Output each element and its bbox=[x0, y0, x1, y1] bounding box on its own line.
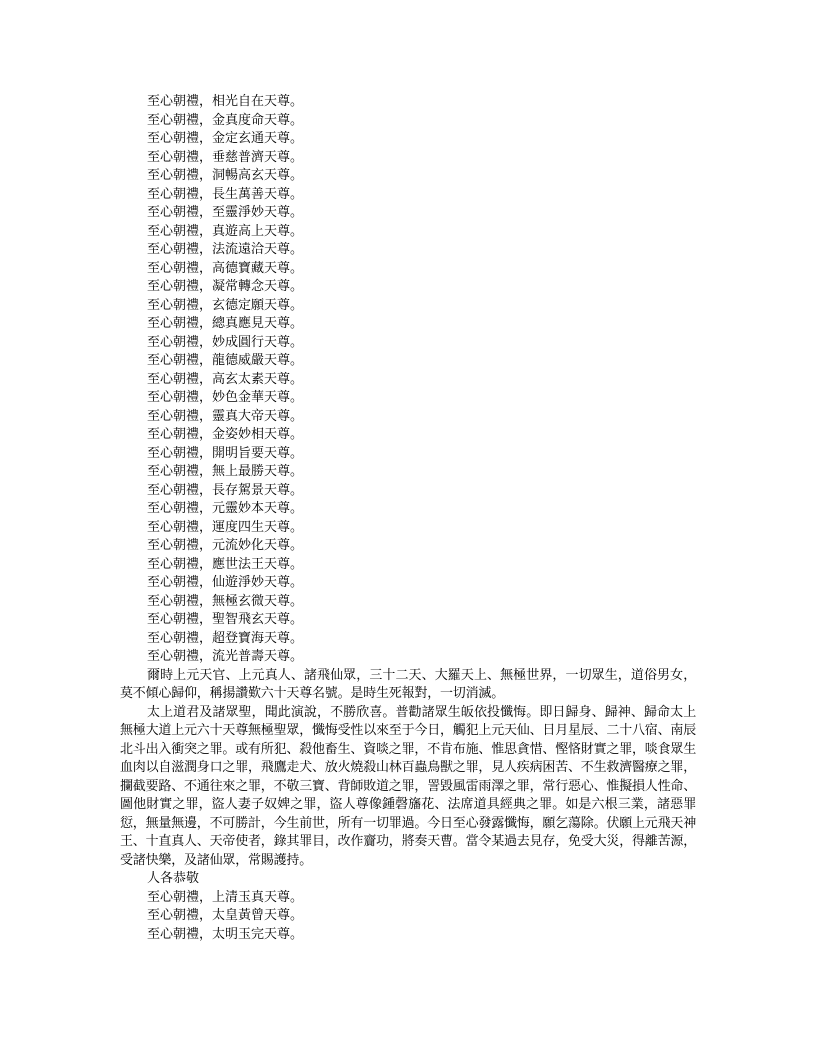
invocation-line: 至心朝禮，妙色金華天尊。 bbox=[147, 390, 304, 405]
invocation-line: 至心朝禮，運度四生天尊。 bbox=[147, 519, 304, 535]
invocation-line: 至心朝禮，無上最勝天尊。 bbox=[147, 464, 304, 479]
invocation-line: 至心朝禮，流光普壽天尊。 bbox=[147, 649, 304, 664]
invocation-line: 至心朝禮，玄德定願天尊。 bbox=[147, 297, 304, 313]
invocation-line: 至心朝禮，長存駕景天尊。 bbox=[147, 482, 304, 498]
paragraph-1: 爾時上元天官、上元真人、諸飛仙眾，三十二天、大羅天上、無極世界，一切眾生，道俗男女，莫不傾心歸仰，稱揚讚歎六十天尊名號。是時生死報對，一切消滅。 bbox=[120, 667, 696, 701]
paragraph-2: 太上道君及諸眾聖，聞此演說，不勝欣喜。普勸諸眾生皈依投懺悔。即日歸身、歸神、歸命太上無極大道上元六十天尊無極聖眾，懺悔受性以來至于今日，觸犯上元天仙、日月星辰、二十八宿、南辰北斗出入衝突之罪。或有所犯、殺他畜生、資啖之罪，不肯布施、惟思貪惜、慳悋財實之罪，啖食眾生血肉以自滋潤身口之罪，飛鷹走犬、放火燒殺山林百蟲鳥獸之罪，見人疾病困苦、不生救濟醫療之罪，攔截要路、不通往來之罪，不敬三寶、背師敗道之罪，詈毀風雷雨澤之罪，常行惡心、惟擬損人性命、圖他財實之罪，盜人妻子奴婢之罪，盜人尊像鍾磬旛花、法席道具經典之罪。如是六根三業，諸惡罪愆，無量無邊，不可勝計，今生前世，所有一切罪過。今日至心發露懺悔，願乞蕩除。伏願上元飛天神王、十直真人、天帝使者，錄其罪目，改作齎功，將奏天曹。當令某過去見存，免受大災，得離苦源，受諸快樂，及諸仙眾，常賜護持。 bbox=[120, 704, 697, 868]
invocation-line: 至心朝禮，法流遠洽天尊。 bbox=[147, 242, 304, 257]
invocation-line: 至心朝禮，至靈淨妙天尊。 bbox=[147, 205, 304, 220]
invocation-line: 至心朝禮，龍德威嚴天尊。 bbox=[147, 353, 304, 368]
invocation-line: 至心朝禮，太明玉完天尊。 bbox=[147, 926, 304, 942]
invocation-line: 至心朝禮，金姿妙相天尊。 bbox=[147, 427, 304, 442]
invocation-line: 至心朝禮，總真應見天尊。 bbox=[147, 316, 304, 331]
invocation-line: 至心朝禮，仙遊淨妙天尊。 bbox=[147, 575, 304, 590]
invocation-line: 至心朝禮，洞暢高玄天尊。 bbox=[147, 168, 304, 183]
invocation-line: 至心朝禮，超登寶海天尊。 bbox=[147, 630, 304, 646]
invocation-line: 至心朝禮，應世法王天尊。 bbox=[147, 556, 304, 572]
invocation-line: 至心朝禮，無極玄微天尊。 bbox=[147, 593, 304, 609]
document-page bbox=[120, 93, 696, 944]
invocation-line: 至心朝禮，太皇黃曾天尊。 bbox=[147, 908, 304, 923]
invocation-line: 至心朝禮，長生萬善天尊。 bbox=[147, 186, 304, 202]
invocation-line: 至心朝禮，高玄太素天尊。 bbox=[147, 371, 304, 387]
invocation-line: 至心朝禮，元靈妙本天尊。 bbox=[147, 501, 304, 516]
invocation-line: 至心朝禮，金真度命天尊。 bbox=[147, 112, 304, 128]
invocation-line: 至心朝禮，凝常轉念天尊。 bbox=[147, 279, 304, 294]
invocation-line: 至心朝禮，高德寶藏天尊。 bbox=[147, 260, 304, 276]
invocation-list-b bbox=[120, 889, 696, 945]
invocation-list-a bbox=[120, 93, 696, 667]
invocation-line: 至心朝禮，真遊高上天尊。 bbox=[147, 223, 304, 239]
invocation-line: 至心朝禮，上清玉真天尊。 bbox=[147, 889, 304, 905]
invocation-line: 至心朝禮，相光自在天尊。 bbox=[147, 94, 304, 109]
invocation-line: 至心朝禮，金定玄通天尊。 bbox=[147, 131, 304, 146]
invocation-line: 至心朝禮，開明旨要天尊。 bbox=[147, 445, 304, 461]
invocation-line: 至心朝禮，靈真大帝天尊。 bbox=[147, 408, 304, 424]
invocation-line: 至心朝禮，垂慈普濟天尊。 bbox=[147, 149, 304, 165]
invocation-line: 至心朝禮，妙成圓行天尊。 bbox=[147, 334, 304, 350]
invocation-line: 至心朝禮，元流妙化天尊。 bbox=[147, 538, 304, 553]
section-heading: 人各恭敬 bbox=[147, 871, 200, 886]
invocation-line: 至心朝禮，聖智飛玄天尊。 bbox=[147, 612, 304, 627]
